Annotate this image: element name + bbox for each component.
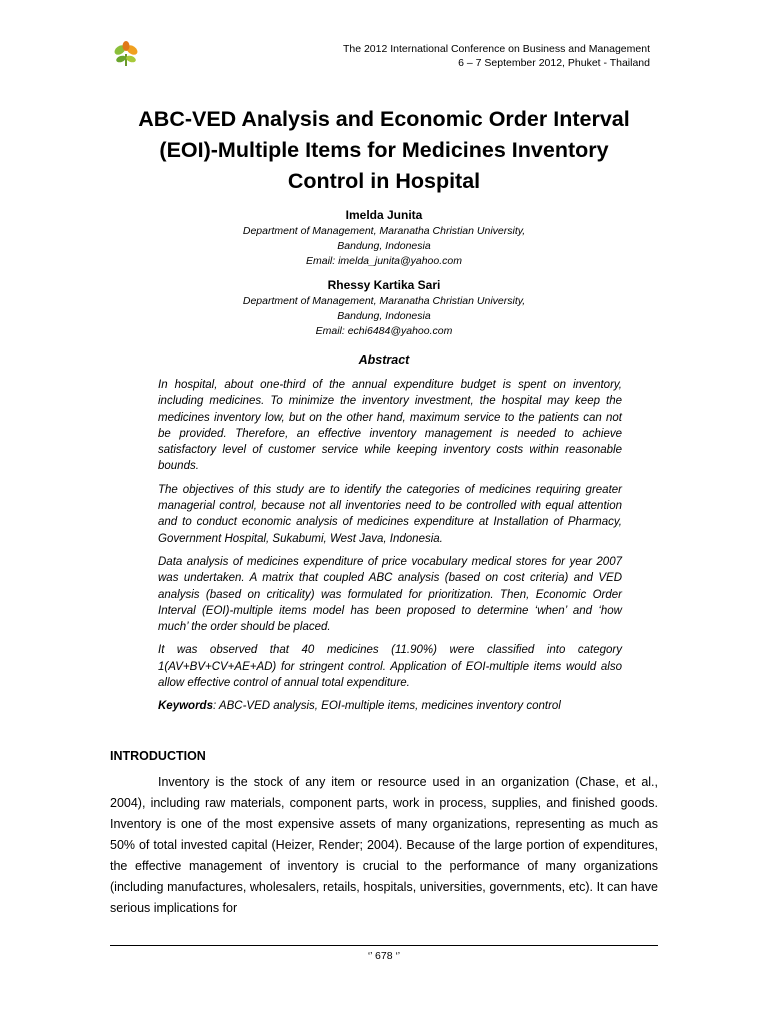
author-name: Imelda Junita xyxy=(345,208,423,222)
author-department: Department of Management, Maranatha Christian University, xyxy=(242,295,526,307)
title-line: (EOI)-Multiple Items for Medicines Inventory xyxy=(159,138,609,162)
author-name: Rhessy Kartika Sari xyxy=(327,278,441,292)
abstract-paragraph: Data analysis of medicines expenditure of price vocabulary medical stores for year 2007 was undertaken. A matrix that coupled ABC analysis (based on cost criteria) and VED analysis (based on criticality) was formulated for prioritization. Then, Economic Order Interval (EOI)-multiple items model has been proposed to determine ‘when’ and ‘how much’ the order should be placed. xyxy=(158,555,622,634)
author-email: Email: echi6484@yahoo.com xyxy=(315,325,453,337)
conference-date-location: 6 – 7 September 2012, Phuket - Thailand xyxy=(458,57,650,69)
author-block xyxy=(110,277,658,339)
keywords-text: : ABC-VED analysis, EOI-multiple items, medicines inventory control xyxy=(212,700,561,713)
section-heading-introduction: INTRODUCTION xyxy=(110,749,206,763)
footer-divider xyxy=(110,945,658,946)
title-line: Control in Hospital xyxy=(287,169,481,193)
conference-header xyxy=(343,42,650,70)
conference-title: The 2012 International Conference on Business and Management xyxy=(342,43,650,55)
keywords xyxy=(158,698,622,714)
abstract-paragraph: It was observed that 40 medicines (11.90%) were classified into category 1(AV+BV+CV+AE+AD) for stringent control. Application of EOI-multiple items would also allow effective control of annual total expenditure. xyxy=(158,644,622,690)
keywords-label: Keywords xyxy=(158,700,213,713)
page-number: ‘’ 678 ‘’ xyxy=(367,950,401,962)
abstract-body xyxy=(158,377,622,722)
title-line: ABC-VED Analysis and Economic Order Interval xyxy=(138,107,630,131)
abstract-paragraph: The objectives of this study are to identify the categories of medicines requiring greater managerial control, because not all inventories need to be controlled with equal attention and to conduct economic analysis of medicines expenditure at Installation of Pharmacy, Government Hospital, Sukabumi, West Java, Indonesia. xyxy=(158,483,622,545)
author-city: Bandung, Indonesia xyxy=(337,240,431,252)
author-department: Department of Management, Maranatha Christian University, xyxy=(242,225,526,237)
abstract-heading: Abstract xyxy=(358,353,410,367)
author-city: Bandung, Indonesia xyxy=(337,310,431,322)
author-block xyxy=(110,207,658,269)
author-email: Email: imelda_junita@yahoo.com xyxy=(306,255,462,267)
paper-title xyxy=(110,104,658,197)
introduction-paragraph: Inventory is the stock of any item or resource used in an organization (Chase, et al., 2004), including raw materials, component parts, work in process, supplies, and finished goods. Inventory is one of the most expensive assets of many organizations, representing as much as 50% of total invested capital (Heizer, Render; 2004). Because of the large portion of expenditures, the effective management of inventory is crucial to the performance of many organizations (including manufactures, wholesalers, retails, hospitals, universities, governments, etc). It can have serious implications for xyxy=(110,775,658,915)
abstract-paragraph: In hospital, about one-third of the annual expenditure budget is spent on inventory, including medicines. To minimize the inventory investment, the hospital may keep the medicines inventory low, but on the other hand, maximum service to the patients can not be provided. Therefore, an effective inventory management is needed to achieve satisfactory level of customer service while keeping inventory costs within reasonable bounds. xyxy=(158,379,622,473)
leaf-logo-icon xyxy=(111,39,141,69)
